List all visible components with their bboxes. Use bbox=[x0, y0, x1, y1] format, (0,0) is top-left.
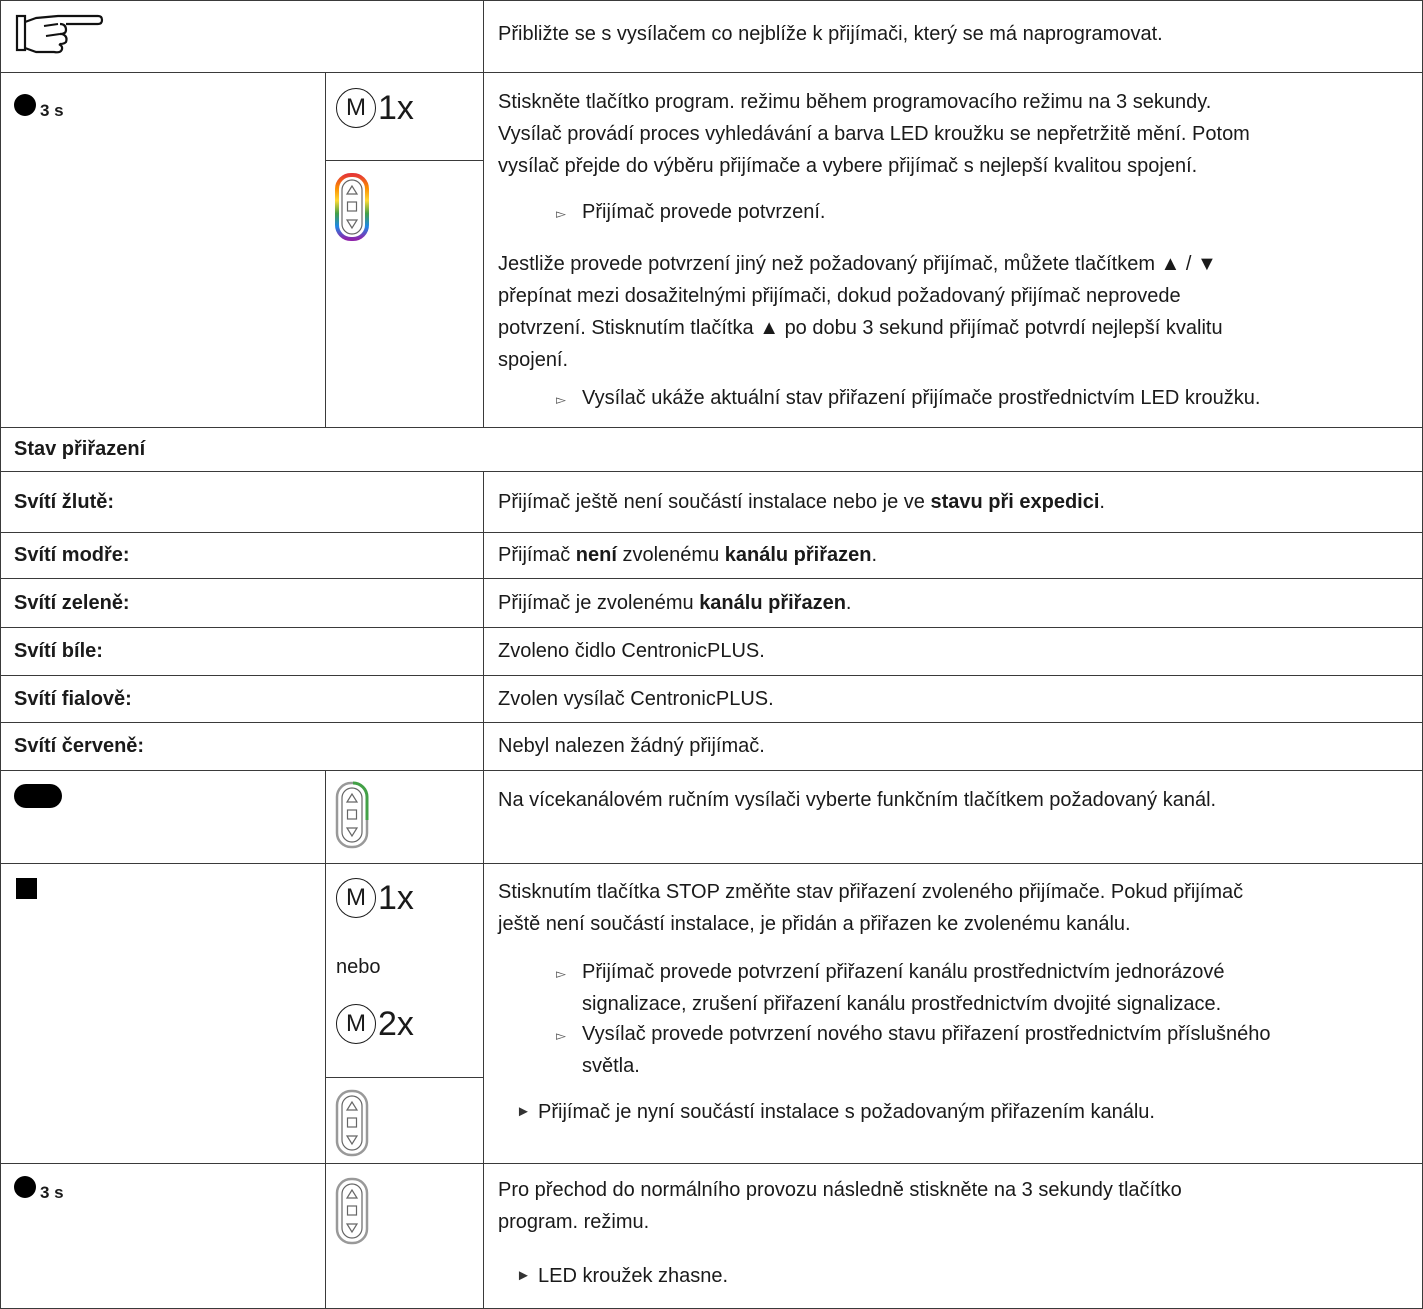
press-duration: 3 s bbox=[40, 1183, 64, 1202]
step1-result: Vysílač ukáže aktuální stav přiřazení přijímače prostřednictvím LED kroužku. bbox=[582, 387, 1261, 409]
step1-para2-line-1: Jestliže provede potvrzení jiný než požadovaný přijímač, můžete tlačítkem ▲ / ▼ bbox=[498, 253, 1217, 275]
status-blue-text: Přijímač není zvolenému kanálu přiřazen. bbox=[498, 544, 878, 566]
status-blue-label: Svítí modře: bbox=[14, 544, 130, 566]
remote-icon bbox=[334, 1088, 370, 1158]
stop-bullet2-line-2: světla. bbox=[582, 1055, 640, 1077]
stop-bullet2-line-1: Vysílač provede potvrzení nového stavu přiřazení prostřednictvím příslušného bbox=[582, 1023, 1271, 1045]
status-white-label: Svítí bíle: bbox=[14, 640, 103, 662]
stop-line-2: ještě není součástí instalace, je přidán a přiřazen ke zvolenému kanálu. bbox=[498, 913, 1131, 935]
step1-para2-line-4: spojení. bbox=[498, 349, 569, 371]
stop-bullet1-line-2: signalizace, zrušení přiřazení kanálu prostřednictvím dvojité signalizace. bbox=[582, 993, 1222, 1015]
m-button-icon: M bbox=[336, 1004, 376, 1044]
pointing-hand-icon bbox=[14, 12, 104, 58]
status-white-text: Zvoleno čidlo CentronicPLUS. bbox=[498, 640, 765, 662]
result-triangle-icon: ▻ bbox=[556, 1028, 566, 1043]
status-red-label: Svítí červeně: bbox=[14, 735, 145, 757]
status-violet-text: Zvolen vysílač CentronicPLUS. bbox=[498, 688, 774, 710]
status-heading: Stav přiřazení bbox=[14, 438, 146, 460]
intro-text: Přibližte se s vysílačem co nejblíže k přijímači, který se má naprogramovat. bbox=[498, 23, 1163, 45]
status-red-text: Nebyl nalezen žádný přijímač. bbox=[498, 735, 765, 757]
step1-para2-line-2: přepínat mezi dosažitelnými přijímači, dokud požadovaný přijímač neprovede bbox=[498, 285, 1181, 307]
result-triangle-icon: ▻ bbox=[556, 966, 566, 981]
program-button-press-icon bbox=[14, 94, 36, 116]
status-green-label: Svítí zeleně: bbox=[14, 592, 130, 614]
m-press-count-2: 2x bbox=[378, 1005, 414, 1043]
function-button-icon bbox=[14, 784, 62, 808]
press-duration: 3 s bbox=[40, 101, 64, 120]
end-line-1: Pro přechod do normálního provozu následně stiskněte na 3 sekundy tlačítko bbox=[498, 1179, 1182, 1201]
result-triangle-icon: ▻ bbox=[556, 206, 566, 221]
stop-line-1: Stisknutím tlačítka STOP změňte stav přiřazení zvoleného přijímače. Pokud přijímač bbox=[498, 881, 1244, 903]
step1-confirm: Přijímač provede potvrzení. bbox=[582, 201, 826, 223]
status-green-text: Přijímač je zvolenému kanálu přiřazen. bbox=[498, 592, 852, 614]
stop-result: Přijímač je nyní součástí instalace s požadovaným přiřazením kanálu. bbox=[538, 1101, 1155, 1123]
or-label: nebo bbox=[336, 956, 381, 978]
end-result: LED kroužek zhasne. bbox=[538, 1265, 729, 1287]
result-triangle-icon: ▻ bbox=[556, 392, 566, 407]
end-line-2: program. režimu. bbox=[498, 1211, 650, 1233]
remote-green-led-icon bbox=[334, 780, 370, 850]
step1-line-3: vysílač přejde do výběru přijímače a vybere přijímač s nejlepší kvalitou spojení. bbox=[498, 155, 1198, 177]
channel-select-text: Na vícekanálovém ručním vysílači vyberte funkčním tlačítkem požadovaný kanál. bbox=[498, 789, 1217, 811]
m-press-count-1: 1x bbox=[378, 879, 414, 917]
step1-para2-line-3: potvrzení. Stisknutím tlačítka ▲ po dobu 3 sekund přijímač potvrdí nejlepší kvalitu bbox=[498, 317, 1223, 339]
m-button-icon: M bbox=[336, 878, 376, 918]
step1-line-2: Vysílač provádí proces vyhledávání a barva LED kroužku se nepřetržitě mění. Potom bbox=[498, 123, 1250, 145]
stop-button-icon bbox=[16, 878, 37, 899]
status-violet-label: Svítí fialově: bbox=[14, 688, 132, 710]
status-yellow-text: Přijímač ještě není součástí instalace nebo je ve stavu při expedici. bbox=[498, 491, 1105, 513]
m-button-icon: M bbox=[336, 88, 376, 128]
m-press-count: 1x bbox=[378, 89, 414, 127]
result-arrow-icon: ► bbox=[516, 1267, 531, 1284]
program-button-press-icon bbox=[14, 1176, 36, 1198]
status-yellow-label: Svítí žlutě: bbox=[14, 491, 115, 513]
result-arrow-icon: ► bbox=[516, 1103, 531, 1120]
stop-bullet1-line-1: Přijímač provede potvrzení přiřazení kanálu prostřednictvím jednorázové bbox=[582, 961, 1225, 983]
remote-icon bbox=[334, 1176, 370, 1246]
step1-line-1: Stiskněte tlačítko program. režimu během programovacího režimu na 3 sekundy. bbox=[498, 91, 1212, 113]
remote-rainbow-led-icon bbox=[334, 172, 370, 242]
